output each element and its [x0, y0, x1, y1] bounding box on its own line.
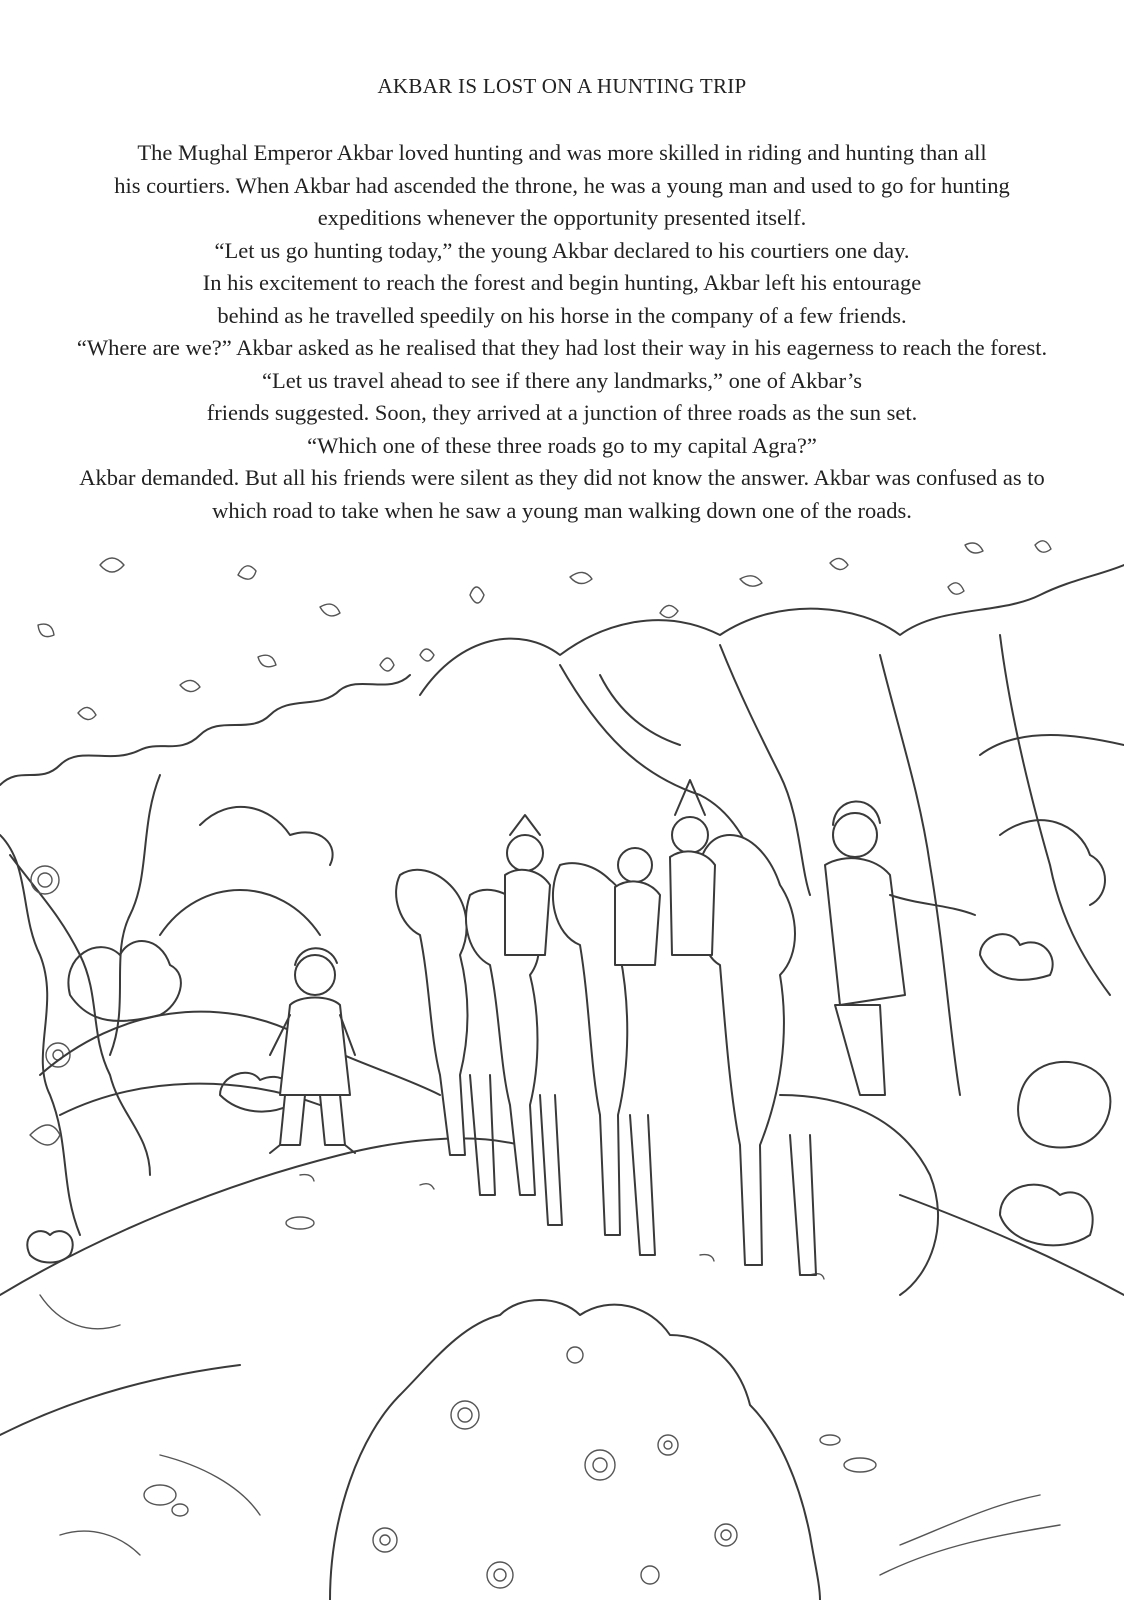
- story-line: The Mughal Emperor Akbar loved hunting and was more skilled in riding and hunting than all: [137, 140, 987, 165]
- story-line: which road to take when he saw a young man walking down one of the roads.: [212, 497, 912, 523]
- story-line: “Let us go hunting today,” the young Akbar declared to his courtiers one day.: [214, 237, 910, 263]
- story-line: his courtiers. When Akbar had ascended the throne, he was a young man and used to go for hunting: [114, 172, 1010, 198]
- grass-strokes: [40, 1295, 1060, 1575]
- story-line: behind as he travelled speedily on his horse in the company of a few friends.: [217, 302, 907, 328]
- foreground-bush: [330, 1300, 820, 1600]
- road: [0, 1138, 1124, 1472]
- story-title: AKBAR IS LOST ON A HUNTING TRIP: [377, 74, 747, 98]
- story-text: [0, 137, 1124, 527]
- story-line: friends suggested. Soon, they arrived at a junction of three roads as the sun set.: [206, 400, 918, 425]
- story-line: “Where are we?” Akbar asked as he realised that they had lost their way in his eagerness to reach the forest.: [76, 335, 1048, 360]
- story-line: “Which one of these three roads go to my capital Agra?”: [307, 432, 817, 458]
- left-tree: [0, 675, 410, 1235]
- forest-illustration: [0, 535, 1124, 1600]
- falling-leaves: [38, 541, 1051, 720]
- story-line: Akbar demanded. But all his friends were silent as they did not know the answer. Akbar was confused as to: [79, 465, 1045, 490]
- young-man-figure: [270, 948, 355, 1153]
- horses-and-riders: [396, 780, 975, 1295]
- story-line: expeditions whenever the opportunity presented itself.: [317, 205, 807, 230]
- story-line: “Let us travel ahead to see if there any landmarks,” one of Akbar’s: [262, 367, 862, 393]
- story-line: In his excitement to reach the forest and begin hunting, Akbar left his entourage: [202, 270, 922, 295]
